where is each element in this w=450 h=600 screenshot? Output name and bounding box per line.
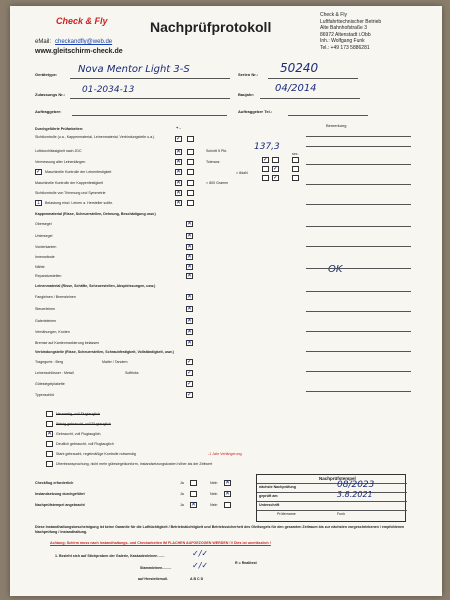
company-line: Alte Bahnhofstraße 3 bbox=[320, 25, 367, 31]
zustand-item: Neuwertig, voll Flugtauglich bbox=[56, 412, 100, 416]
stempel-line bbox=[257, 501, 407, 502]
zustand-item: Überbeanspruchung, nicht mehr gütesiegelkonform, Instandsetzungskosten höher als der Zeitwert bbox=[56, 462, 213, 466]
page-title: Nachprüfprotokoll bbox=[150, 19, 272, 35]
schnitt-label: Schnitt 5 Pkt. bbox=[206, 149, 228, 153]
bemerkung-line bbox=[306, 246, 411, 247]
plusminus: + - bbox=[176, 125, 181, 130]
company-block bbox=[320, 12, 381, 51]
check-plus[interactable]: ✕ bbox=[187, 294, 193, 300]
underline bbox=[70, 98, 230, 99]
bottom-item: Checkflug erforderlich bbox=[35, 481, 74, 485]
check-plus[interactable]: ✕ bbox=[187, 244, 193, 250]
nein-label: Nein bbox=[210, 492, 218, 496]
zustand-box[interactable] bbox=[46, 461, 53, 467]
check-plus[interactable]: ✕ bbox=[187, 306, 193, 312]
check-plus[interactable]: ✕ bbox=[187, 329, 193, 335]
nein-box[interactable]: ✕ bbox=[225, 491, 231, 497]
stempel-line bbox=[257, 483, 407, 484]
stempel-title: Nachprüfstempel bbox=[319, 476, 356, 481]
dan-label: > 8daN bbox=[236, 171, 248, 175]
baujahr-label: Baujahr: bbox=[238, 92, 255, 97]
bottom-item: Instandsetzung durchgeführt bbox=[35, 492, 85, 496]
check-plus[interactable]: ✕ bbox=[187, 233, 193, 239]
auftraggeber-label: Auftraggeber: bbox=[35, 109, 62, 114]
nein-box[interactable] bbox=[224, 502, 231, 508]
check-item: Sichtkontrolle von Trimmung und Symmetrie bbox=[35, 191, 106, 195]
kappe-item: Reparaturstellen bbox=[35, 274, 62, 278]
check-plus[interactable]: ✓ bbox=[187, 392, 193, 398]
bemerkung-line bbox=[306, 371, 411, 372]
check-minus[interactable] bbox=[187, 169, 194, 175]
bemerkung-line bbox=[306, 164, 411, 165]
check-plus[interactable]: ✓ bbox=[187, 381, 193, 387]
leinen-header: Leinenmaterial (Risse, Schäfte, Scheuerstellen, Abspleissungen, usw.) bbox=[35, 284, 156, 288]
check-item: Maschinelle Kontrolle der Kappenfestigkeit bbox=[35, 181, 103, 185]
stempel-row-label: geprüft am bbox=[259, 494, 278, 498]
serien-label: Serien Nr.: bbox=[238, 72, 259, 77]
zustand-item: Deutlich gebraucht, voll Flugtauglich bbox=[56, 442, 114, 446]
footer-abcd: A B C D bbox=[190, 577, 204, 581]
leinen-item: Vernähungen, Knoten bbox=[35, 330, 70, 334]
company-line: 86972 Altenstadt i.Obb bbox=[320, 31, 371, 38]
check-item: Belastung einzl. Leinen a. Hersteller sollbr. bbox=[45, 201, 113, 205]
count-box[interactable]: 1 bbox=[35, 200, 42, 206]
company-line: Tel.: +49 173 5886281 bbox=[320, 44, 370, 51]
pruefer-value: Funk bbox=[337, 512, 345, 516]
stempel-line bbox=[257, 492, 407, 493]
zulassung-label: Zulassungs Nr.: bbox=[35, 92, 66, 97]
check-plus[interactable]: ✕ bbox=[187, 221, 193, 227]
underline bbox=[70, 78, 230, 79]
zustand-box[interactable]: ✕ bbox=[47, 431, 53, 437]
leinen-ok-note: OK bbox=[328, 264, 343, 275]
ja-box[interactable] bbox=[190, 480, 197, 486]
verbindung-header: Verbindungsteile (Risse, Scheuerstellen, Schraubfestigkeit, Vollständigkeit, usw.) bbox=[35, 350, 174, 354]
check-minus[interactable] bbox=[187, 180, 194, 186]
zulassung-value[interactable]: 01-2034-13 bbox=[82, 85, 135, 95]
schnitt-value[interactable]: 137,3 bbox=[254, 142, 280, 152]
verbindung-item: Leinenschlösser : Metall bbox=[35, 371, 74, 375]
bemerkung-line bbox=[306, 351, 411, 352]
footer-hersteller: auf Herstellersoll. bbox=[138, 577, 169, 581]
check-minus[interactable] bbox=[187, 200, 194, 206]
ja-label: Ja bbox=[180, 492, 184, 496]
bemerkung-line bbox=[306, 146, 411, 147]
paper-form bbox=[10, 6, 442, 596]
tol-box[interactable]: ✓ bbox=[273, 166, 279, 172]
stempel-row-label: Prüfername bbox=[277, 512, 296, 516]
sec-label: sec. bbox=[292, 152, 299, 156]
kappe-item: Vorderkanten bbox=[35, 245, 57, 249]
check-item: Luftdurchlässigkeit nach JDC bbox=[35, 149, 82, 153]
leinen-options: Softlinks bbox=[125, 371, 139, 375]
check-plus[interactable]: ✕ bbox=[176, 190, 182, 196]
tol-box[interactable] bbox=[262, 166, 269, 172]
bemerkung-line bbox=[306, 226, 411, 227]
bemerkung-line bbox=[306, 391, 411, 392]
checks-header: Durchgeführte Prüfarbeiten: bbox=[35, 127, 84, 131]
check-plus[interactable]: ✓ bbox=[187, 359, 193, 365]
company-line: Check & Fly bbox=[320, 12, 347, 18]
verbindung-item: Tragegurte : Berg bbox=[35, 360, 64, 364]
ja-box[interactable]: ✕ bbox=[191, 502, 197, 508]
verbindung-item: Typenschild bbox=[35, 393, 54, 397]
footer-stamm: Stammleinen......... bbox=[140, 566, 172, 570]
zustand-box[interactable] bbox=[46, 451, 53, 457]
logo: Check & Fly bbox=[56, 16, 108, 26]
email-link[interactable]: checkandfly@web.de bbox=[55, 39, 113, 45]
check-plus[interactable]: ✕ bbox=[176, 159, 182, 165]
geraetetyp-value[interactable]: Nova Mentor Light 3-S bbox=[78, 64, 190, 75]
disclaimer: Diese Instandhaltungsbescheinigung ist keine Garantie für die Lufttüchtigkeit / Betriebstüchtigkeit und Betriebssicherheit des Gleitsegels für den gesamten Zeitraum bis zur nächsten vorgeschriebenen / empfohlenen Nachprüfung / Instandhaltung. bbox=[35, 525, 405, 534]
kappe-item: Nähte bbox=[35, 265, 45, 269]
company-line: Inh.: Wolfgang Funk bbox=[320, 38, 365, 44]
footer-value: ✓/✓ bbox=[192, 549, 209, 558]
tol-box[interactable] bbox=[292, 157, 299, 163]
leinen-item: Bremse auf Kantenmarkierung belassen bbox=[35, 341, 100, 345]
company-line: Luftfahrttechnischer Betrieb bbox=[320, 18, 382, 25]
kappe-item: Untersegel bbox=[35, 234, 53, 238]
geraetetyp-label: Gerätetype: bbox=[35, 72, 58, 77]
footer-value: ✓/✓ bbox=[192, 561, 209, 570]
nein-label: Nein bbox=[210, 481, 218, 485]
stempel-row-label: Unterschrift bbox=[259, 503, 280, 507]
auftraggeber-tel-label: Auftraggeber Tel.: bbox=[238, 109, 273, 114]
nein-label: Nein bbox=[210, 503, 218, 507]
stempel-box bbox=[256, 474, 406, 522]
footer-realitaet: R = Realitest bbox=[235, 561, 257, 565]
count-box[interactable]: ✓ bbox=[36, 169, 42, 175]
kappe-item: Innenwände bbox=[35, 255, 55, 259]
serien-value[interactable]: 50240 bbox=[280, 61, 319, 75]
check-item: Maschinelle Kontrolle der Leinenfestigkeit bbox=[45, 170, 112, 174]
verbindung-item: Gütesiegelplakette bbox=[35, 382, 65, 386]
tol-box[interactable]: ✓ bbox=[273, 175, 279, 181]
bemerkung-label: Bemerkung bbox=[326, 123, 347, 128]
warning: Achtung: Schirm muss nach Instandhaltungs- und Checkarbeiten IM FLACHEN AUFGEZOGEN WERDEN !!! Dies ist unerlässlich ! bbox=[50, 541, 271, 545]
zustand-item: Wenig gebraucht, voll Flugtauglich bbox=[56, 422, 111, 426]
bemerkung-line bbox=[306, 291, 411, 292]
check-plus[interactable]: ✕ bbox=[176, 200, 182, 206]
check-plus[interactable]: ✕ bbox=[187, 254, 193, 260]
zustand-box[interactable] bbox=[46, 411, 53, 417]
check-plus[interactable]: ✕ bbox=[187, 264, 193, 270]
zustand-box[interactable] bbox=[46, 421, 53, 427]
bemerkung-line bbox=[306, 331, 411, 332]
leinen-item: Galerieleinen bbox=[35, 319, 57, 323]
ja-label: Ja bbox=[180, 481, 184, 485]
check-plus[interactable]: ✕ bbox=[187, 318, 193, 324]
check-minus[interactable] bbox=[187, 136, 194, 142]
stempel-row-label: nächste Nachprüfung bbox=[259, 485, 296, 489]
tol-box[interactable] bbox=[262, 175, 269, 181]
check-plus[interactable]: ✕ bbox=[176, 169, 182, 175]
geprueft-value[interactable]: 3.8.2021 bbox=[337, 490, 373, 499]
nein-box[interactable]: ✕ bbox=[225, 480, 231, 486]
check-plus[interactable]: ✕ bbox=[187, 273, 193, 279]
check-plus[interactable]: ✓ bbox=[187, 370, 193, 376]
check-minus[interactable] bbox=[187, 149, 194, 155]
ja-box[interactable] bbox=[190, 491, 197, 497]
email-label: eMail: bbox=[35, 39, 52, 45]
check-plus[interactable]: ✕ bbox=[187, 340, 193, 346]
check-item: Sichtkontrolle (u.a., Kappenmaterial, Leinenmaterial, Verbindungsteile u.a.) bbox=[35, 135, 155, 139]
footer-item: 1. Bezieht sich auf Stichproben der Galerie, Kaskadenleinen ...... bbox=[55, 554, 165, 558]
stempel-line bbox=[257, 510, 407, 511]
underline bbox=[260, 98, 360, 99]
kappe-item: Obersegel bbox=[35, 222, 52, 226]
bemerkung-line bbox=[306, 184, 411, 185]
bottom-item: Nachprüfstempel angebracht bbox=[35, 503, 85, 507]
check-plus[interactable]: ✕ bbox=[176, 149, 182, 155]
bemerkung-line bbox=[306, 268, 411, 269]
tol-box[interactable] bbox=[272, 157, 279, 163]
leinen-item: Steuerleinen bbox=[35, 307, 56, 311]
tol-box[interactable] bbox=[292, 175, 299, 181]
tragegurte-options: Mailer / Tandem bbox=[102, 360, 128, 364]
underline bbox=[72, 115, 227, 116]
leinen-item: Fangleinen / Bremsleinen bbox=[35, 295, 76, 299]
check-item: Vermessung aller Leinenlängen bbox=[35, 160, 86, 164]
zustand-box[interactable] bbox=[46, 441, 53, 447]
bemerkung-line bbox=[306, 204, 411, 205]
zustand-item: Gebraucht, voll Flugtauglich bbox=[56, 432, 101, 436]
underline bbox=[288, 115, 368, 116]
gramm-label: > 800 Gramm bbox=[206, 181, 229, 185]
underline bbox=[268, 78, 358, 79]
kappe-header: Kappenmaterial (Risse, Scheuerstellen, Dehnung, Beschädigung usw.) bbox=[35, 212, 156, 216]
baujahr-value[interactable]: 04/2014 bbox=[275, 83, 317, 94]
zustand-verlaengerung: -1 Jahr Verlängerung bbox=[208, 452, 242, 456]
tol-box[interactable] bbox=[292, 166, 299, 172]
ja-label: Ja bbox=[180, 503, 184, 507]
website: www.gleitschirm-check.de bbox=[35, 48, 123, 55]
zustand-item: Stark gebraucht, regelmäßige Kontrolle notwendig bbox=[56, 452, 136, 456]
naechste-value[interactable]: 08/2023 bbox=[337, 480, 375, 490]
check-minus[interactable] bbox=[187, 159, 194, 165]
check-minus[interactable] bbox=[187, 190, 194, 196]
bemerkung-line bbox=[306, 311, 411, 312]
check-plus[interactable]: ✕ bbox=[176, 180, 182, 186]
check-plus[interactable]: ✓ bbox=[176, 136, 182, 142]
toleranz-label: Toleranz bbox=[206, 160, 220, 164]
tol-box[interactable]: ✓ bbox=[263, 157, 269, 163]
bemerkung-line bbox=[306, 136, 411, 137]
